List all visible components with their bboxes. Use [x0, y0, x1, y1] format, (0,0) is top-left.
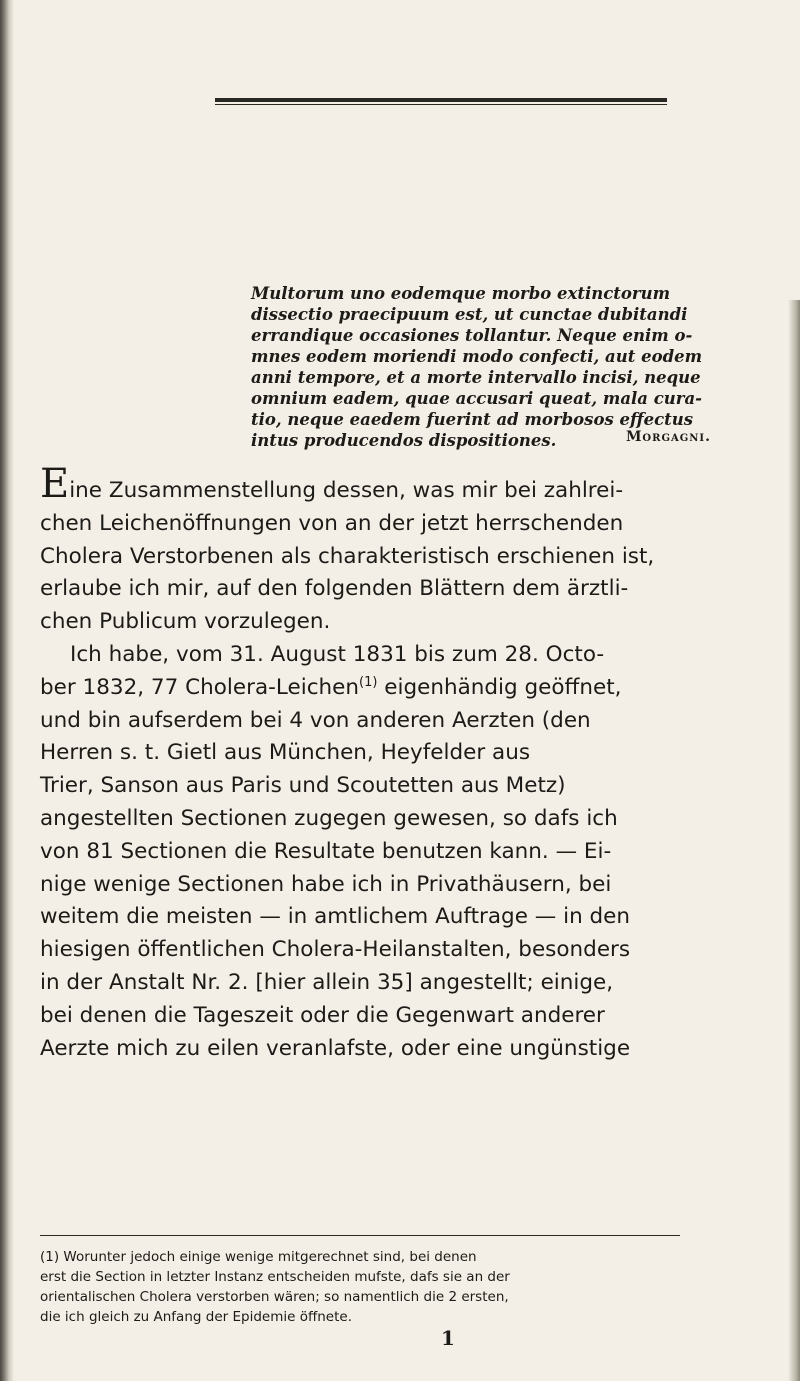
- footnote-line: orientalischen Cholera verstorben wären; so namentlich die 2 ersten,: [40, 1289, 509, 1305]
- epigraph-line: omnium eadem, quae accusari queat, mala cura-: [251, 389, 702, 408]
- footnote-line: (1) Worunter jedoch einige wenige mitgerechnet sind, bei denen: [40, 1249, 477, 1265]
- epigraph-line: tio, neque eaedem fuerint ad morbosos effectus: [251, 410, 694, 429]
- body-line: und bin aufserdem bei 4 von anderen Aerzten (den: [40, 707, 591, 733]
- footnote: [40, 1247, 690, 1327]
- page-number: 1: [441, 1326, 455, 1350]
- body-line-text: ine Zusammenstellung dessen, was mir bei zahlrei-: [69, 478, 624, 503]
- body-line: chen Leichenöffnungen von an der jetzt herrschenden: [40, 510, 624, 536]
- body-line: Cholera Verstorbenen als charakteristisch erschienen ist,: [40, 543, 655, 569]
- epigraph-line: mnes eodem moriendi modo confecti, aut eodem: [251, 347, 703, 366]
- page-edge-right: [788, 300, 800, 1381]
- epigraph: [251, 283, 711, 451]
- body-line: angestellten Sectionen zugegen gewesen, so dafs ich: [40, 805, 618, 831]
- footnote-reference[interactable]: (1): [359, 674, 378, 690]
- footnote-line: erst die Section in letzter Instanz entscheiden mufste, dafs sie an der: [40, 1269, 510, 1285]
- header-rule-thin: [215, 104, 667, 105]
- epigraph-line: errandique occasiones tollantur. Neque enim o-: [251, 326, 693, 345]
- page-edge-left: [0, 0, 14, 1381]
- body-line: Herren s. t. Gietl aus München, Heyfelder aus: [40, 740, 531, 766]
- body-text: [40, 461, 700, 1065]
- body-line: in der Anstalt Nr. 2. [hier allein 35] angestellt; einige,: [40, 969, 614, 995]
- epigraph-line: intus producendos dispositiones.: [251, 431, 557, 450]
- body-line: nige wenige Sectionen habe ich in Privathäusern, bei: [40, 871, 612, 897]
- body-line: von 81 Sectionen die Resultate benutzen kann. — Ei-: [40, 838, 612, 864]
- body-line: chen Publicum vorzulegen.: [40, 609, 331, 635]
- body-line-text: eigenhändig geöffnet,: [384, 674, 622, 700]
- body-line-text: ber 1832, 77 Cholera-Leichen: [40, 674, 359, 700]
- body-line: hiesigen öffentlichen Cholera-Heilanstalten, besonders: [40, 937, 631, 963]
- body-line: [40, 461, 700, 508]
- header-rule: [215, 98, 667, 102]
- epigraph-line: dissectio praecipuum est, ut cunctae dubitandi: [251, 305, 688, 324]
- body-line: [40, 672, 700, 705]
- body-line: Aerzte mich zu eilen veranlafste, oder eine ungünstige: [40, 1035, 631, 1061]
- body-line: Trier, Sanson aus Paris und Scoutetten aus Metz): [40, 773, 566, 799]
- footnote-line: die ich gleich zu Anfang der Epidemie öffnete.: [40, 1309, 353, 1325]
- epigraph-line: Multorum uno eodemque morbo extinctorum: [251, 284, 671, 303]
- body-line: weitem die meisten — in amtlichem Auftrage — in den: [40, 904, 631, 930]
- epigraph-line: anni tempore, et a morte intervallo incisi, neque: [251, 368, 701, 387]
- dropcap: E: [40, 461, 70, 507]
- epigraph-author: Morgagni.: [625, 429, 711, 445]
- body-line: erlaube ich mir, auf den folgenden Blättern dem ärztli-: [40, 576, 629, 602]
- body-line: bei denen die Tageszeit oder die Gegenwart anderer: [40, 1002, 605, 1028]
- footnote-rule: [40, 1235, 680, 1236]
- body-line: Ich habe, vom 31. August 1831 bis zum 28. Octo-: [70, 641, 605, 667]
